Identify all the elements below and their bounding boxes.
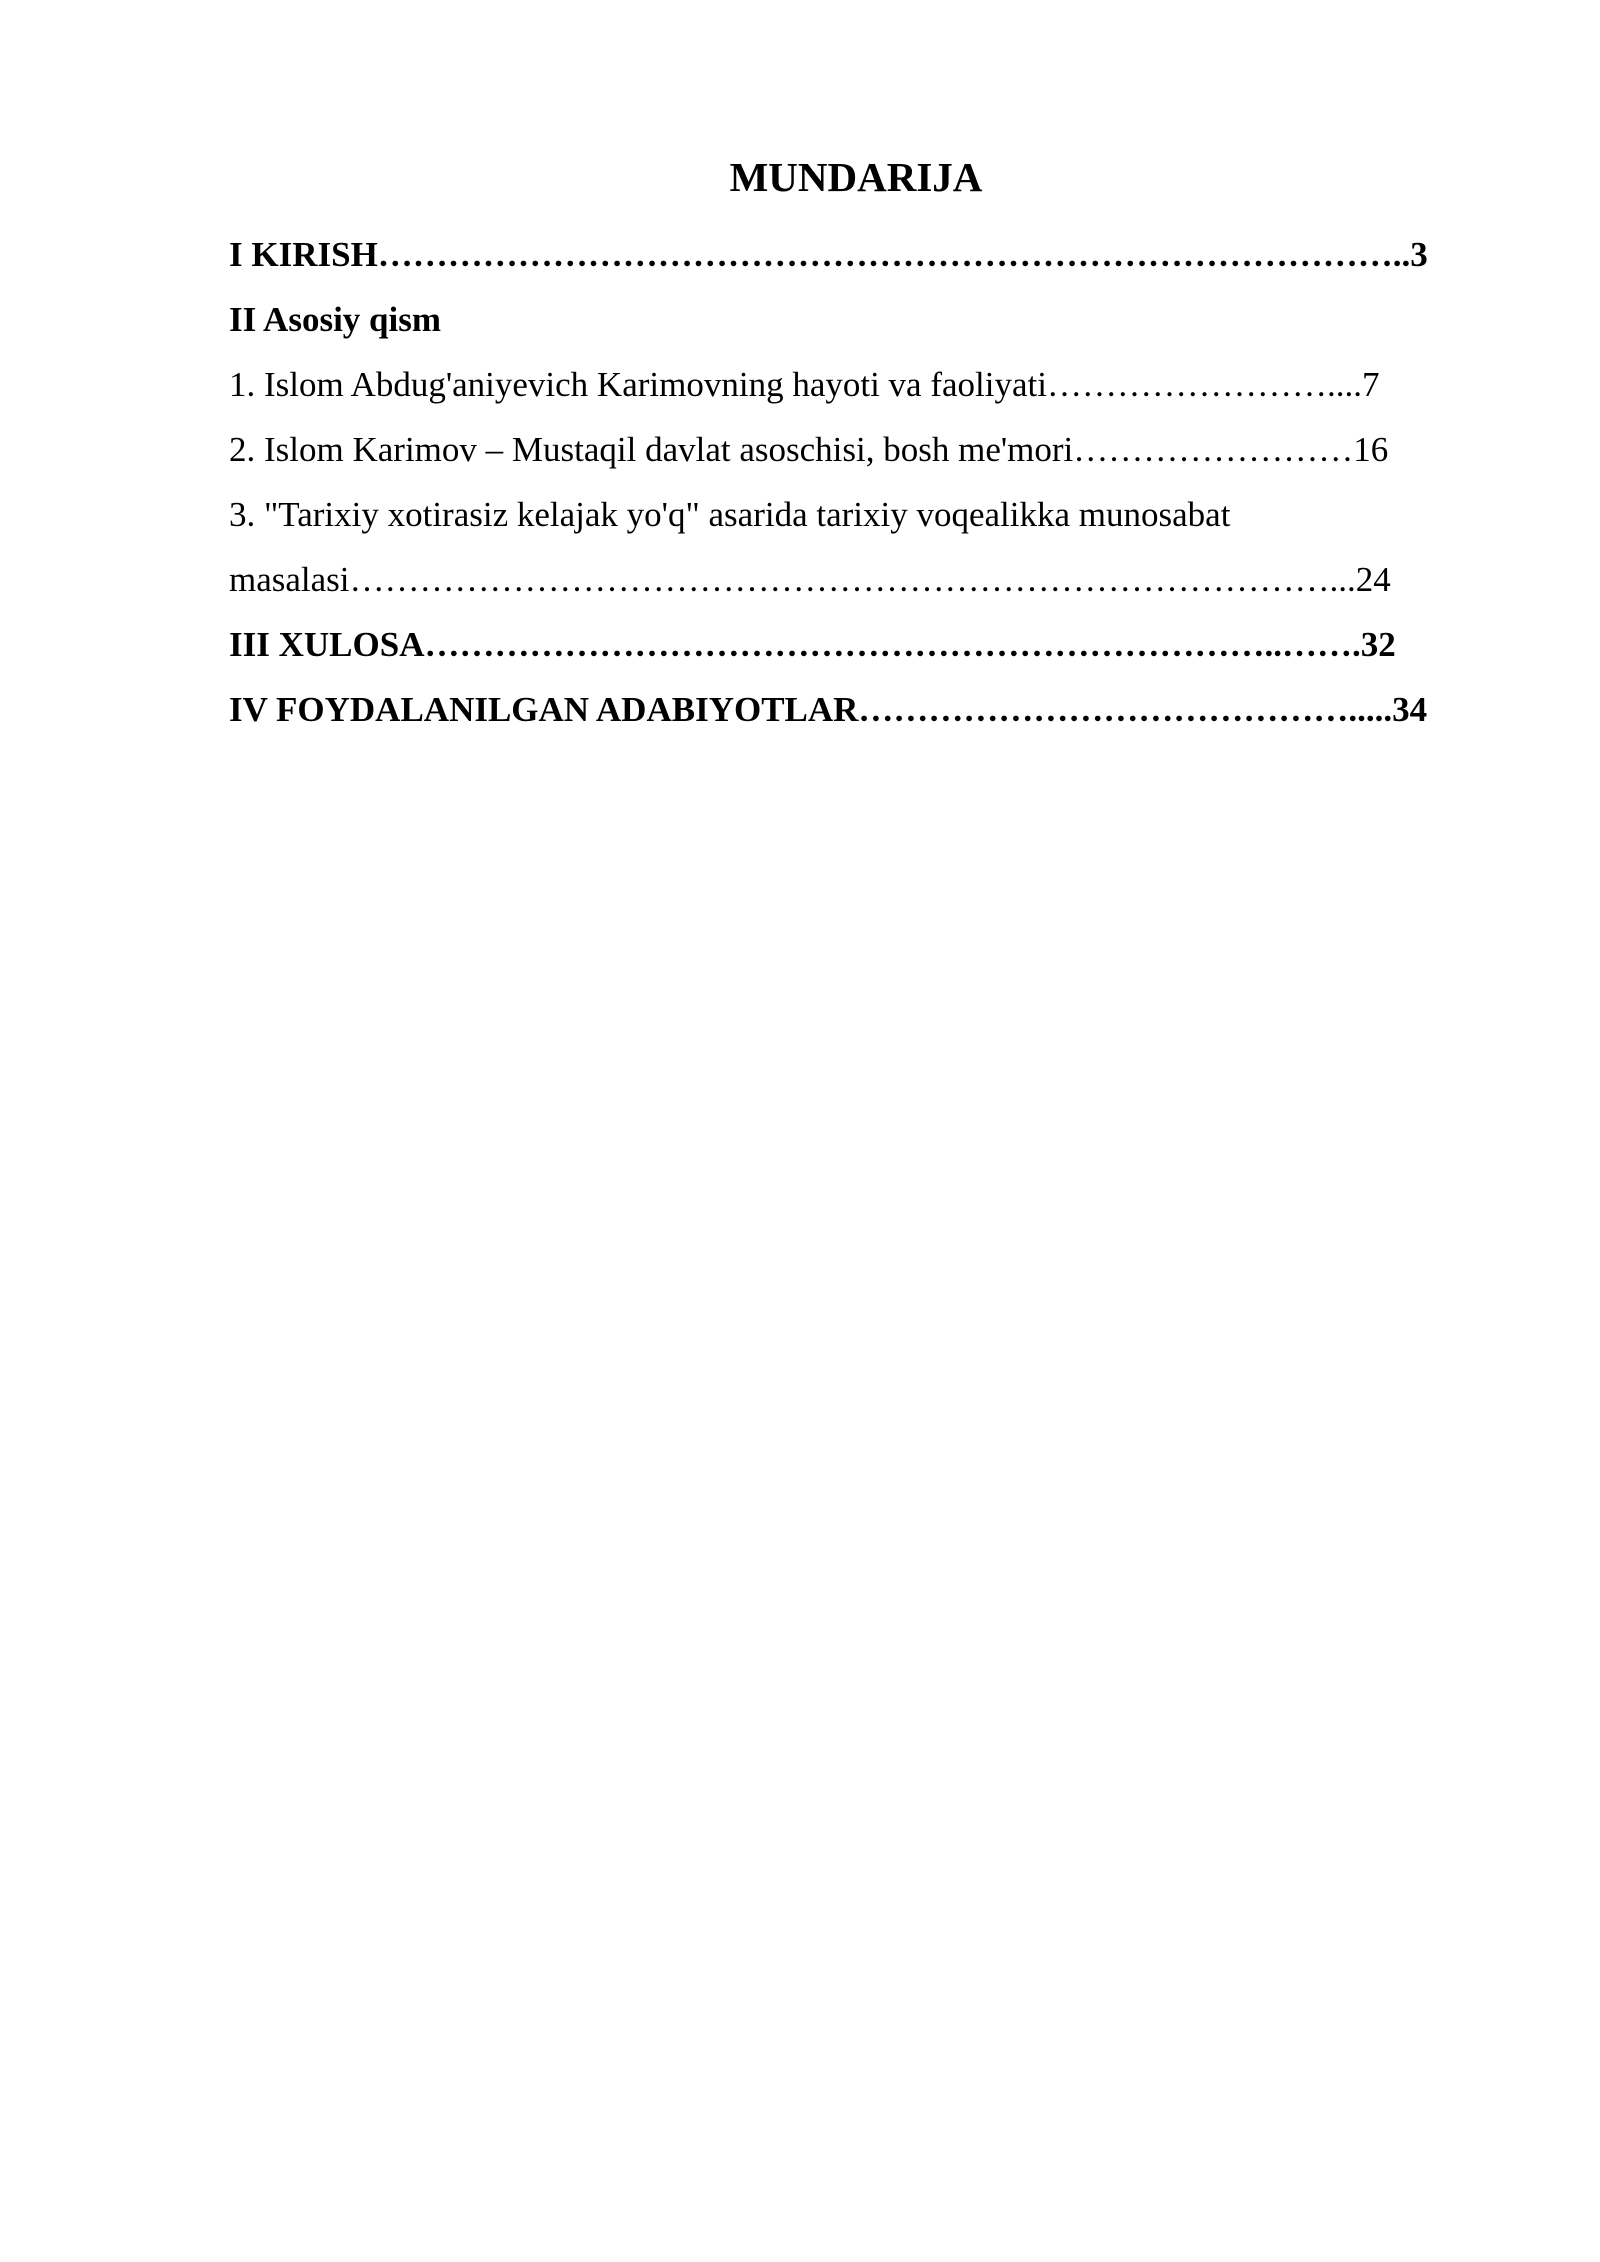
toc-entry-3-line-1: 3. "Tarixiy xotirasiz kelajak yo'q" asarida tarixiy voqealikka munosabat — [229, 495, 1231, 534]
toc-section-asosiy-qism: II Asosiy qism — [229, 300, 442, 339]
toc-entry-kirish: I KIRISH……………………………………………………………………………..3 — [229, 235, 1428, 274]
table-of-contents — [229, 222, 1489, 742]
page-title: MUNDARIJA — [729, 154, 983, 200]
toc-entry-adabiyotlar: IV FOYDALANILGAN ADABIYOTLAR…………………………………….....34 — [229, 690, 1428, 729]
toc-entry-3-line-2: masalasi…………………………………………………………………………...24 — [229, 560, 1391, 599]
toc-entry-2: 2. Islom Karimov – Mustaqil davlat asoschisi, bosh me'mori……………………16 — [229, 430, 1389, 469]
toc-entry-xulosa: III XULOSA………………………………………………………………..…….32 — [229, 625, 1396, 664]
toc-entry-1: 1. Islom Abdug'aniyevich Karimovning hayoti va faoliyati……………………....7 — [229, 365, 1380, 404]
